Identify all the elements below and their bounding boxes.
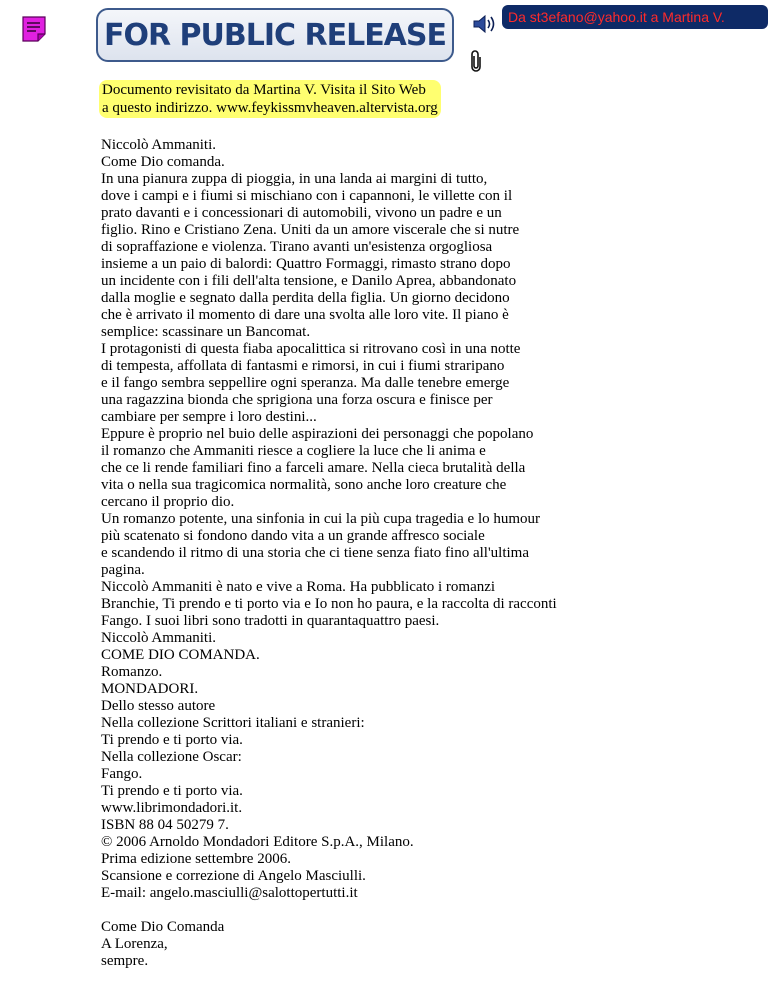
text-line: Come Dio comanda. bbox=[101, 154, 225, 170]
text-line: Dello stesso autore bbox=[101, 698, 216, 714]
text-line: figlio. Rino e Cristiano Zena. Uniti da un amore viscerale che si nutre bbox=[101, 222, 520, 238]
document-body bbox=[101, 137, 761, 970]
text-line: vita o nella sua tragicomica normalità, sono anche loro creature che bbox=[101, 477, 507, 493]
text-line: Branchie, Ti prendo e ti porto via e Io non ho paura, e la raccolta di racconti bbox=[101, 596, 557, 612]
text-line: A Lorenza, bbox=[101, 936, 168, 952]
text-line: Ti prendo e ti porto via. bbox=[101, 783, 243, 799]
text-line: Un romanzo potente, una sinfonia in cui la più cupa tragedia e lo humour bbox=[101, 511, 541, 527]
banner-text: FOR PUBLIC RELEASE bbox=[103, 17, 446, 53]
paperclip-icon[interactable] bbox=[470, 50, 482, 72]
note-icon[interactable] bbox=[22, 16, 46, 42]
text-line: E-mail: angelo.masciulli@salottopertutti.it bbox=[101, 885, 358, 901]
text-line: più scatenato si fondono dando vita a un grande affresco sociale bbox=[101, 528, 485, 544]
speaker-icon[interactable] bbox=[472, 14, 498, 34]
blank-line bbox=[101, 902, 761, 919]
text-line: insieme a un paio di balordi: Quattro Formaggi, rimasto strano dopo bbox=[101, 256, 511, 272]
text-line: Niccolò Ammaniti è nato e vive a Roma. Ha pubblicato i romanzi bbox=[101, 579, 496, 595]
email-tag[interactable] bbox=[502, 5, 768, 29]
text-line: Prima edizione settembre 2006. bbox=[101, 851, 291, 867]
text-line: www.librimondadori.it. bbox=[101, 800, 243, 816]
text-line: semplice: scassinare un Bancomat. bbox=[101, 324, 311, 340]
notice-line: Documento revisitato da Martina V. Visita il Sito Web bbox=[102, 82, 426, 98]
text-line: e scandendo il ritmo di una storia che ci tiene senza fiato fino all'ultima bbox=[101, 545, 529, 561]
text-line: di sopraffazione e violenza. Tirano avanti un'esistenza orgogliosa bbox=[101, 239, 493, 255]
text-line: Nella collezione Scrittori italiani e stranieri: bbox=[101, 715, 365, 731]
text-line: il romanzo che Ammaniti riesce a cogliere la luce che li anima e bbox=[101, 443, 486, 459]
text-line: In una pianura zuppa di pioggia, in una landa ai margini di tutto, bbox=[101, 171, 488, 187]
text-line: e il fango sembra seppellire ogni speranza. Ma dalle tenebre emerge bbox=[101, 375, 510, 391]
text-line: una ragazzina bionda che sprigiona una forza oscura e finisce per bbox=[101, 392, 493, 408]
text-line: I protagonisti di questa fiaba apocalittica si ritrovano così in una notte bbox=[101, 341, 521, 357]
text-line: dove i campi e i fiumi si mischiano con i capannoni, le villette con il bbox=[101, 188, 513, 204]
text-line: ISBN 88 04 50279 7. bbox=[101, 817, 229, 833]
text-line: © 2006 Arnoldo Mondadori Editore S.p.A., Milano. bbox=[101, 834, 414, 850]
text-line: prato davanti e i concessionari di automobili, vivono un padre e un bbox=[101, 205, 502, 221]
text-line: sempre. bbox=[101, 953, 149, 969]
text-line: Ti prendo e ti porto via. bbox=[101, 732, 243, 748]
highlighted-notice bbox=[99, 80, 441, 118]
text-line: Niccolò Ammaniti. bbox=[101, 630, 216, 646]
text-line: Romanzo. bbox=[101, 664, 163, 680]
text-line: MONDADORI. bbox=[101, 681, 199, 697]
public-release-banner bbox=[96, 8, 454, 62]
text-line: Fango. bbox=[101, 766, 143, 782]
text-line: Niccolò Ammaniti. bbox=[101, 137, 216, 153]
text-line: cercano il proprio dio. bbox=[101, 494, 235, 510]
notice-line: a questo indirizzo. www.feykissmvheaven.altervista.org bbox=[102, 100, 438, 116]
text-line: COME DIO COMANDA. bbox=[101, 647, 260, 663]
text-line: Come Dio Comanda bbox=[101, 919, 225, 935]
email-tag-text: Da st3efano@yahoo.it a Martina V. bbox=[508, 9, 725, 25]
text-line: Scansione e correzione di Angelo Masciulli. bbox=[101, 868, 366, 884]
text-line: cambiare per sempre i loro destini... bbox=[101, 409, 317, 425]
text-line: che ce li rende familiari fino a farceli amare. Nella cieca brutalità della bbox=[101, 460, 526, 476]
text-line: pagina. bbox=[101, 562, 145, 578]
text-line: che è arrivato il momento di dare una svolta alle loro vite. Il piano è bbox=[101, 307, 509, 323]
text-line: un incidente con i fili dell'alta tensione, e Danilo Aprea, abbandonato bbox=[101, 273, 517, 289]
text-line: Fango. I suoi libri sono tradotti in quarantaquattro paesi. bbox=[101, 613, 440, 629]
text-line: di tempesta, affollata di fantasmi e rimorsi, in cui i fiumi straripano bbox=[101, 358, 505, 374]
text-line: Nella collezione Oscar: bbox=[101, 749, 242, 765]
text-line: dalla moglie e segnato dalla perdita della figlia. Un giorno decidono bbox=[101, 290, 510, 306]
text-line: Eppure è proprio nel buio delle aspirazioni dei personaggi che popolano bbox=[101, 426, 534, 442]
